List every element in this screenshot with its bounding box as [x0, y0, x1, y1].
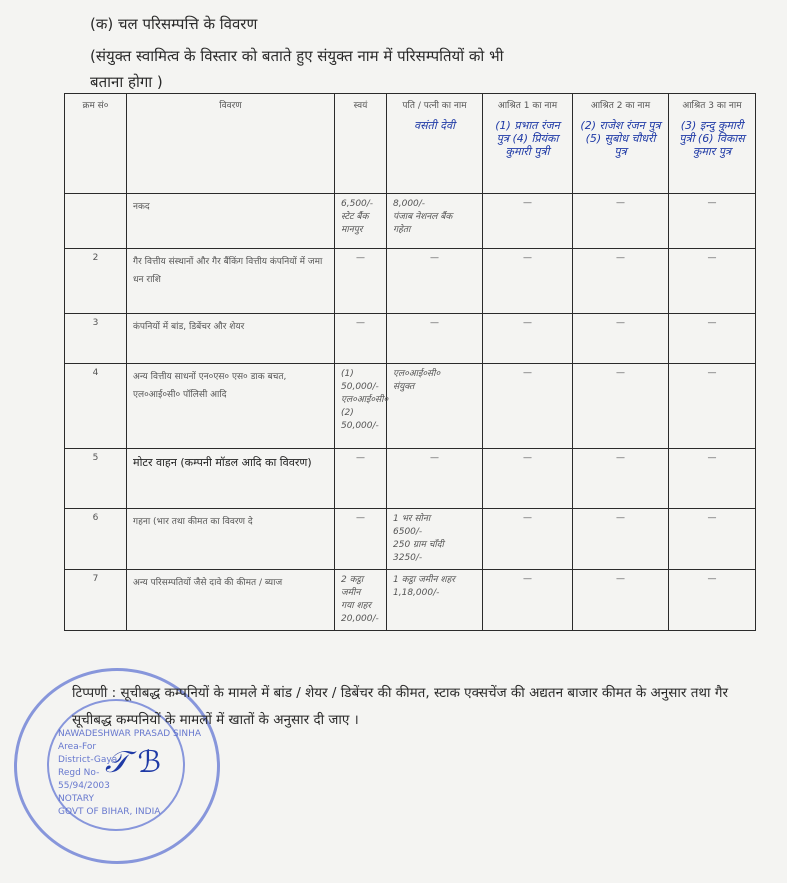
row-self-value: 2 कट्ठा जमीन गया शहर 20,000/-	[335, 570, 387, 631]
dependent-1-names: (1) प्रभात रंजन पुत्र (4) प्रियंका कुमारी पुत्री	[495, 119, 560, 158]
row-dependent-2-value: —	[573, 194, 669, 249]
table-row	[65, 314, 756, 364]
dependent-3-names: (3) इन्दु कुमारी पुत्री (6) विकास कुमार पुत्र	[679, 119, 745, 158]
row-dependent-1-value: —	[483, 570, 573, 631]
row-dependent-3-value: —	[669, 509, 756, 570]
row-dependent-3-value: —	[669, 194, 756, 249]
table-header-row	[65, 94, 756, 194]
header-serial: क्रम सं०	[65, 94, 127, 194]
row-dependent-1-value: —	[483, 314, 573, 364]
footnote: टिप्पणी : सूचीबद्ध कम्पनियों के मामले में बांड / शेयर / डिबेंचर की कीमत, स्टाक एक्सचेंज की अद्यतन बाजार कीमत के अनुसार तथा गैर सूचीबद्ध कम्पनियों के मामलों में खातों के अनुसार दी जाए ।	[72, 685, 728, 728]
table-row	[65, 570, 756, 631]
row-dependent-2-value: —	[573, 314, 669, 364]
row-dependent-2-value: —	[573, 570, 669, 631]
row-spouse-value: —	[387, 449, 483, 509]
row-description: मोटर वाहन (कम्पनी मॉडल आदि का विवरण)	[127, 449, 335, 509]
row-description: नकद	[127, 194, 335, 249]
row-self-value: —	[335, 509, 387, 570]
row-dependent-3-value: —	[669, 449, 756, 509]
dependent-2-names: (2) राजेश रंजन पुत्र (5) सुबोध चौधरी पुत्र	[580, 119, 661, 158]
row-spouse-value: —	[387, 314, 483, 364]
row-dependent-3-value: —	[669, 249, 756, 314]
notary-signature: 𝒯 ℬ	[105, 745, 162, 780]
row-description: गहना (भार तथा कीमत का विवरण दे	[127, 509, 335, 570]
row-spouse-value: 1 कट्ठा जमीन शहर 1,18,000/-	[387, 570, 483, 631]
section-subheading-continued: बताना होगा )	[90, 73, 163, 91]
row-self-value: 6,500/- स्टेट बैंक मानपुर	[335, 194, 387, 249]
row-description: कंपनियों में बांड, डिबेंचर और शेयर	[127, 314, 335, 364]
row-dependent-1-value: —	[483, 509, 573, 570]
header-dependent-2: आश्रित 2 का नाम (2) राजेश रंजन पुत्र (5) सुबोध चौधरी पुत्र	[573, 94, 669, 194]
notary-seal-text: NAWADESHWAR PRASAD SINHA Area-For District-Gaya Regd No- 55/94/2003 NOTARY GOVT OF BIHAR, INDIA	[58, 729, 202, 817]
row-spouse-value: 1 भर सोना 6500/- 250 ग्राम चाँदी 3250/-	[387, 509, 483, 570]
row-dependent-1-value: —	[483, 194, 573, 249]
table-row	[65, 449, 756, 509]
row-dependent-3-value: —	[669, 570, 756, 631]
header-spouse: पति / पत्नी का नाम वसंती देवी	[387, 94, 483, 194]
header-dependent-3: आश्रित 3 का नाम (3) इन्दु कुमारी पुत्री (6) विकास कुमार पुत्र	[669, 94, 756, 194]
section-heading: (क) चल परिसम्पत्ति के विवरण	[90, 15, 258, 33]
row-spouse-value: —	[387, 249, 483, 314]
row-number: 4	[65, 364, 127, 449]
spouse-name: वसंती देवी	[414, 119, 455, 132]
row-description: अन्य परिसम्पतियों जैसे दावे की कीमत / ब्याज	[127, 570, 335, 631]
row-dependent-3-value: —	[669, 314, 756, 364]
row-self-value: —	[335, 249, 387, 314]
row-number: 3	[65, 314, 127, 364]
row-dependent-3-value: —	[669, 364, 756, 449]
movable-assets-table	[64, 93, 756, 631]
row-dependent-2-value: —	[573, 449, 669, 509]
row-number: 2	[65, 249, 127, 314]
row-self-value: —	[335, 449, 387, 509]
header-dependent-1: आश्रित 1 का नाम (1) प्रभात रंजन पुत्र (4) प्रियंका कुमारी पुत्री	[483, 94, 573, 194]
row-spouse-value: 8,000/- पंजाब नेशनल बैंक गहेता	[387, 194, 483, 249]
row-number: 5	[65, 449, 127, 509]
row-number: 7	[65, 570, 127, 631]
row-description: गैर वित्तीय संस्थानों और गैर बैंकिंग वित्तीय कंपनियों में जमा धन राशि	[127, 249, 335, 314]
table-row	[65, 194, 756, 249]
row-dependent-2-value: —	[573, 249, 669, 314]
table-row	[65, 509, 756, 570]
row-spouse-value: एल०आई०सी० संयुक्त	[387, 364, 483, 449]
header-self: स्वयं	[335, 94, 387, 194]
row-self-value: —	[335, 314, 387, 364]
header-description: विवरण	[127, 94, 335, 194]
row-self-value: (1) 50,000/- एल०आई०सी० (2) 50,000/-	[335, 364, 387, 449]
section-subheading: (संयुक्त स्वामित्व के विस्तार को बताते हुए संयुक्त नाम में परिसम्पतियों को भी	[90, 47, 504, 65]
row-dependent-1-value: —	[483, 364, 573, 449]
row-description: अन्य वित्तीय साधनों एन०एस० एस० डाक बचत, एल०आई०सी० पॉलिसी आदि	[127, 364, 335, 449]
row-dependent-2-value: —	[573, 509, 669, 570]
row-number: 6	[65, 509, 127, 570]
row-number	[65, 194, 127, 249]
row-dependent-2-value: —	[573, 364, 669, 449]
table-row	[65, 249, 756, 314]
row-dependent-1-value: —	[483, 249, 573, 314]
table-row	[65, 364, 756, 449]
row-dependent-1-value: —	[483, 449, 573, 509]
